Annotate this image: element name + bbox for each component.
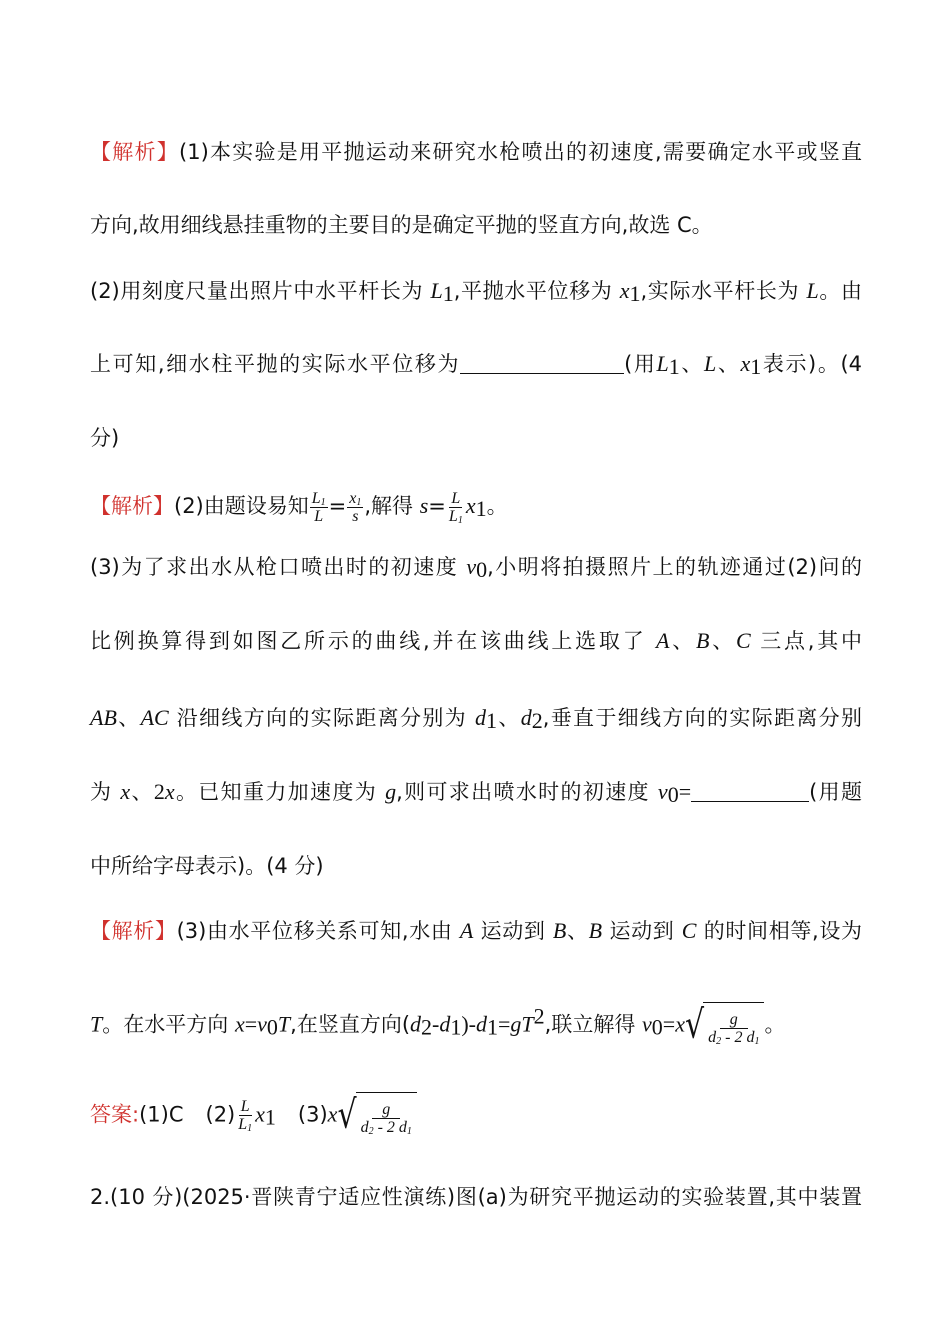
- analysis-1-line-2: 方向,故用细线悬挂重物的主要目的是确定平抛的竖直方向,故选 C。: [90, 213, 713, 237]
- question-next: 2.(10 分)(2025·晋陕青宁适应性演练)图(a)为研究平抛运动的实验装置,其中装置: [90, 1185, 862, 1209]
- question-3-line-4: 为 x、2x。已知重力加速度为 g,则可求出喷水时的初速度 $v_0=$ (用题: [90, 779, 862, 807]
- sqrt-expression: √ $\frac{g}{d_2 - 2 d_1}$: [337, 1092, 416, 1139]
- question-2-line-3: 分): [90, 426, 120, 450]
- answer-blank[interactable]: [460, 351, 624, 374]
- fraction-l-over-l1: $\frac{L}{L_1}$: [448, 489, 463, 526]
- sqrt-expression: √ $\frac{g}{d_2 - 2 d_1}$: [685, 1002, 764, 1049]
- question-2-line-1: (2)用刻度尺量出照片中水平杆长为 $L_1$,平抛水平位移为 $x_1$,实际水平杆长为 L。由: [90, 278, 862, 306]
- answer-tag: 答案:: [90, 1102, 140, 1127]
- question-2-line-2: 上可知,细水柱平抛的实际水平位移为 (用$L_1$、L、$x_1$表示)。(4: [90, 351, 863, 379]
- analysis-2: 【解析】(2)由题设易知 $\frac{L_1}{L}$ = $\frac{x_1}{s}$ ,解得 s= $\frac{L}{L_1}$ $x_1$。: [90, 489, 508, 526]
- fraction-l1-over-l: $\frac{L_1}{L}$: [311, 489, 326, 525]
- analysis-tag: 【解析】: [90, 140, 180, 164]
- answers-line: 答案:(1)C (2) $\frac{L}{L_1}$ $x_1$ (3)x √ $\frac{g}{d_2 - 2 d_1}$: [90, 1092, 862, 1136]
- question-3-line-1: (3)为了求出水从枪口喷出时的初速度 $v_0$,小明将拍摄照片上的轨迹通过(2)问的: [90, 554, 863, 582]
- analysis-1-line-1: 【解析】(1)本实验是用平抛运动来研究水枪喷出的初速度,需要确定水平或竖直: [90, 140, 863, 164]
- question-3-line-5: 中所给字母表示)。(4 分): [90, 854, 324, 878]
- analysis-3-line-1: 【解析】(3)由水平位移关系可知,水由 A 运动到 B、B 运动到 C 的时间相等,设为: [90, 918, 862, 943]
- fraction-x1-over-s: $\frac{x_1}{s}$: [349, 489, 362, 525]
- question-3-line-2: 比例换算得到如图乙所示的曲线,并在该曲线上选取了 A、B、C 三点,其中: [90, 628, 863, 653]
- answer-blank[interactable]: [691, 779, 809, 802]
- analysis-3-line-2: T。在水平方向 $x=v_0T$,在竖直方向$(d_2-d_1)-d_1=gT^2$,联立解得 $v_0=x$ √ $\frac{g}{d_2 - 2 d_1}$ 。: [90, 1002, 786, 1048]
- question-3-line-3: AB、AC 沿细线方向的实际距离分别为 $d_1$、$d_2$,垂直于细线方向的实际距离分别: [90, 705, 862, 733]
